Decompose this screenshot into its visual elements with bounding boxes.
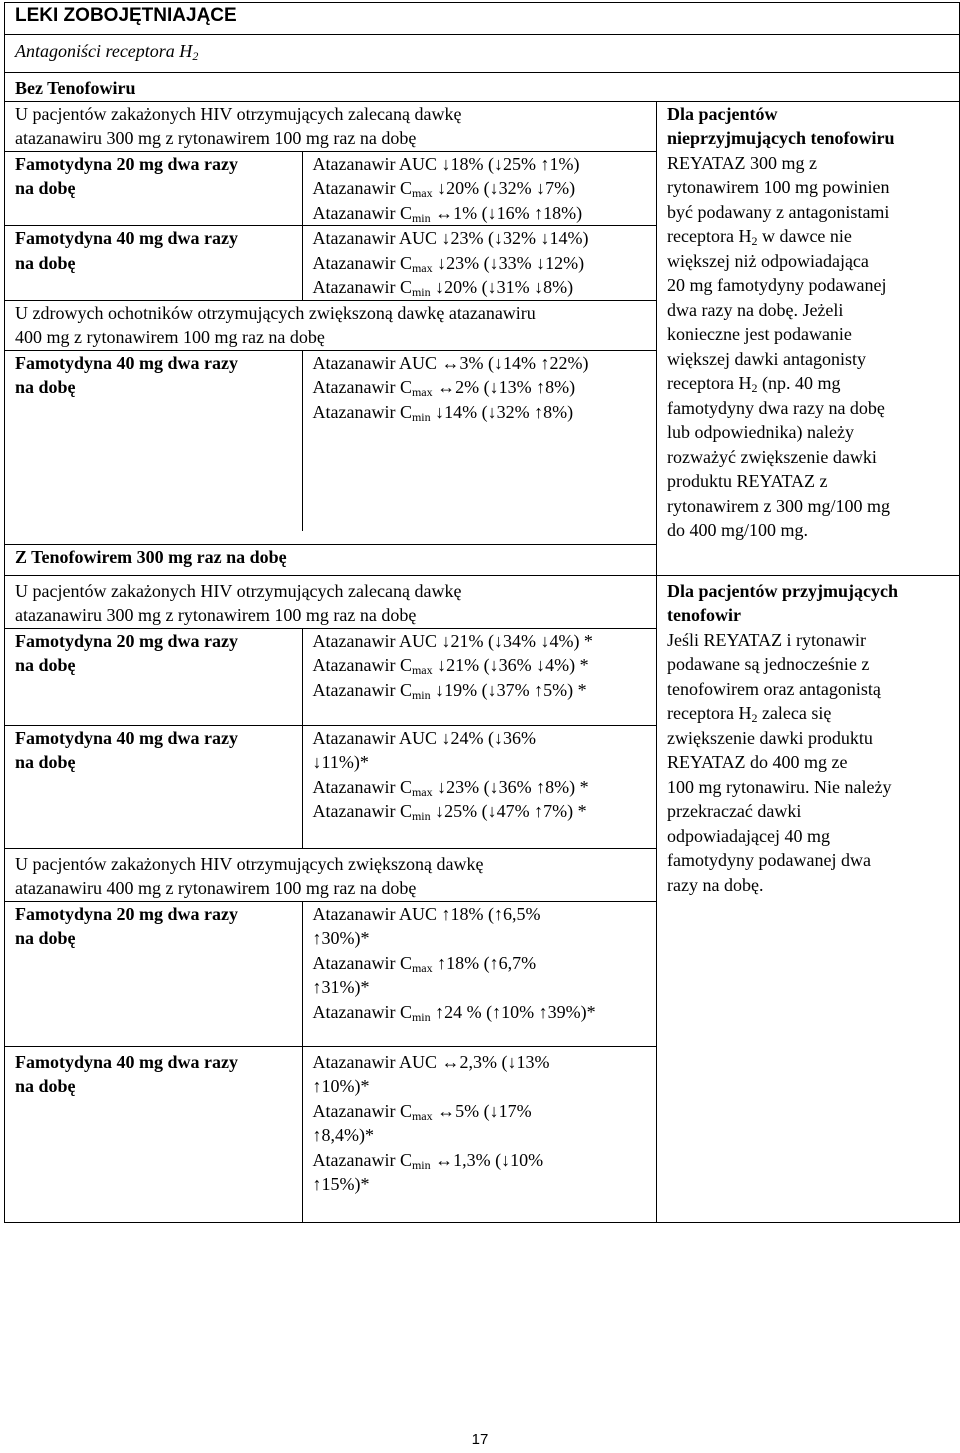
drug-line-2: na dobę	[15, 1076, 76, 1096]
recommendation-line: famotydyny dwa razy na dobę	[667, 397, 885, 418]
effect-line: Atazanawir $C_{min}$ ↓19% (↓37% ↑5%) *	[312, 679, 587, 702]
effect-line: Atazanawir AUC ↓21% (↓34% ↓4%) *	[312, 630, 593, 651]
intro-line-2: atazanawiru 400 mg z rytonawirem 100 mg raz na dobę	[15, 878, 417, 898]
recommendation-line: konieczne jest podawanie	[667, 324, 852, 344]
recommendation-line: rytonawirem 100 mg powinien	[667, 177, 890, 197]
recommendation-title-line-2: nieprzyjmujących tenofowiru	[667, 128, 895, 148]
effect-line: ↑10%)*	[312, 1076, 370, 1096]
intro-line-2: 400 mg z rytonawirem 100 mg raz na dobę	[15, 327, 325, 347]
drug-line-1: Famotydyna 40 mg dwa razy	[15, 1051, 238, 1072]
effect-line: Atazanawir $C_{max}$ ↓20% (↓32% ↓7%)	[312, 178, 576, 200]
effect-cell	[302, 628, 656, 725]
intro-line-1: U zdrowych ochotników otrzymujących zwiększoną dawkę atazanawiru	[15, 302, 536, 323]
drug-line-1: Famotydyna 20 mg dwa razy	[15, 903, 238, 924]
subscript: 2	[751, 234, 758, 248]
recommendation-text	[667, 151, 959, 543]
section-tenofovir-body	[5, 575, 657, 1222]
effect-cell	[302, 1046, 656, 1222]
drug-cell	[5, 350, 302, 531]
drug-line-2: na dobę	[15, 252, 76, 273]
drug-line-1: Famotydyna 40 mg dwa razy	[15, 727, 238, 748]
effect-line: Atazanawir $C_{min}$ ↔1,3% (↓10%	[312, 1149, 544, 1172]
effect-line: Atazanawir AUC ↓18% (↓25% ↑1%)	[312, 153, 580, 174]
recommendation-no-tenofovir	[657, 101, 960, 575]
recommendation-line: REYATAZ do 400 mg ze	[667, 752, 848, 772]
subheading-subscript: 2	[192, 49, 199, 63]
recommendation-line: dwa razy na dobę. Jeżeli	[667, 299, 844, 320]
drug-line-2: na dobę	[15, 655, 76, 675]
drug-line-2: na dobę	[15, 752, 76, 772]
effect-line: ↓11%)*	[312, 752, 369, 772]
drug-cell	[5, 226, 302, 301]
effect-line: Atazanawir $C_{min}$ ↓14% (↓32% ↑8%)	[312, 401, 574, 424]
intro-line-2: atazanawiru 300 mg z rytonawirem 100 mg raz na dobę	[15, 605, 417, 625]
recommendation-line: produktu REYATAZ z	[667, 471, 828, 491]
recommendation-line: Jeśli REYATAZ i rytonawir	[667, 629, 867, 650]
recommendation-line: być podawany z antagonistami	[667, 201, 890, 222]
effect-line: ↑15%)*	[312, 1174, 370, 1194]
effect-line: Atazanawir AUC ↓23% (↓32% ↓14%)	[312, 228, 589, 248]
drug-cell	[5, 628, 302, 725]
recommendation-line: receptora $H_2$ w dawce nie	[667, 226, 852, 248]
effect-cell	[302, 151, 656, 226]
subscript: max	[411, 260, 433, 275]
recommendation-text	[667, 628, 959, 898]
recommendation-line: podawane są jednocześnie z	[667, 654, 870, 674]
page-number: 17	[471, 1431, 489, 1448]
section-no-tenofovir-body	[5, 101, 657, 544]
section-tenofovir-grid	[5, 576, 656, 1222]
drug-line-2: na dobę	[15, 178, 76, 198]
section-title-tenofovir: Z Tenofowirem 300 mg raz na dobę	[5, 544, 657, 575]
section-title-no-tenofovir: Bez Tenofowiru	[5, 73, 960, 102]
recommendation-line: rytonawirem z 300 mg/100 mg	[667, 495, 890, 516]
subscript: 2	[751, 711, 758, 725]
recommendation-line: REYATAZ 300 mg z	[667, 152, 818, 173]
effect-line: Atazanawir AUC ↔2,3% (↓13%	[312, 1051, 550, 1072]
drug-line-1: Famotydyna 40 mg dwa razy	[15, 352, 238, 373]
recommendation-line: rozważyć zwiększenie dawki	[667, 446, 877, 467]
drug-cell	[5, 725, 302, 848]
recommendation-tenofovir	[657, 575, 960, 1222]
effect-line: ↑31%)*	[312, 977, 370, 997]
drug-line-2: na dobę	[15, 377, 76, 397]
recommendation-line: 100 mg rytonawiru. Nie należy	[667, 776, 892, 797]
subscript: max	[411, 663, 433, 677]
effect-cell	[302, 725, 656, 848]
recommendation-line: tenofowirem oraz antagonistą	[667, 678, 881, 699]
recommendation-line: większej niż odpowiadająca	[667, 250, 869, 271]
recommendation-line: receptora $H_2$ zaleca się	[667, 703, 832, 725]
drug-line-1: Famotydyna 40 mg dwa razy	[15, 228, 238, 248]
effect-line: Atazanawir $C_{min}$ ↑24 % (↑10% ↑39%)*	[312, 1001, 596, 1024]
effect-cell	[302, 226, 656, 301]
subscript: max	[411, 186, 433, 200]
interaction-table	[4, 2, 960, 1223]
drug-cell	[5, 901, 302, 1046]
subscript: 2	[751, 381, 758, 395]
recommendation-line: razy na dobę.	[667, 874, 764, 895]
intro-line-1: U pacjentów zakażonych HIV otrzymujących zalecaną dawkę	[15, 580, 462, 601]
recommendation-title-line-1: Dla pacjentów	[667, 103, 778, 124]
effect-line: Atazanawir AUC ↓24% (↓36%	[312, 727, 536, 748]
effect-cell	[302, 350, 656, 531]
intro-line-2: atazanawiru 300 mg z rytonawirem 100 mg raz na dobę	[15, 128, 417, 148]
effect-line: Atazanawir $C_{min}$ ↓20% (↓31% ↓8%)	[312, 277, 574, 299]
subscript: min	[411, 409, 431, 424]
recommendation-line: większej dawki antagonisty	[667, 348, 866, 369]
subheading-text: Antagoniści receptora H	[15, 41, 193, 61]
drug-cell	[5, 151, 302, 226]
effect-line: Atazanawir $C_{max}$ ↓23% (↓36% ↑8%) *	[312, 776, 589, 799]
recommendation-line: receptora $H_2$ (np. 40 mg	[667, 373, 841, 395]
intro-tdf-recommended	[5, 576, 656, 629]
recommendation-line: odpowiadającej 40 mg	[667, 825, 830, 846]
drug-line-1: Famotydyna 20 mg dwa razy	[15, 630, 238, 651]
effect-line: Atazanawir AUC ↑18% (↑6,5%	[312, 903, 541, 924]
subscript: max	[411, 385, 433, 399]
effect-line: Atazanawir $C_{max}$ ↑18% (↑6,7%	[312, 952, 537, 975]
subscript: min	[411, 687, 431, 702]
effect-cell	[302, 901, 656, 1046]
effect-line: Atazanawir $C_{max}$ ↓23% (↓33% ↓12%)	[312, 252, 585, 275]
subscript: max	[411, 960, 433, 975]
intro-line-1: U pacjentów zakażonych HIV otrzymujących zalecaną dawkę	[15, 103, 462, 124]
effect-line: ↑8,4%)*	[312, 1125, 374, 1145]
subscript: min	[411, 285, 431, 299]
effect-line: Atazanawir $C_{max}$ ↔2% (↓13% ↑8%)	[312, 377, 576, 399]
intro-no-tdf-increased	[5, 300, 656, 350]
drug-cell	[5, 1046, 302, 1222]
recommendation-line: zwiększenie dawki produktu	[667, 727, 873, 748]
drug-line-1: Famotydyna 20 mg dwa razy	[15, 153, 238, 174]
intro-line-1: U pacjentów zakażonych HIV otrzymujących zwiększoną dawkę	[15, 853, 484, 874]
intro-no-tdf-recommended	[5, 102, 656, 152]
recommendation-line: 20 mg famotydyny podawanej	[667, 275, 887, 295]
effect-line: Atazanawir AUC ↔3% (↓14% ↑22%)	[312, 352, 589, 373]
recommendation-title-line-1: Dla pacjentów przyjmujących	[667, 580, 898, 601]
subscript: max	[411, 1108, 433, 1123]
drug-line-2: na dobę	[15, 928, 76, 948]
recommendation-title-line-2: tenofowir	[667, 605, 741, 625]
effect-line: Atazanawir $C_{max}$ ↓21% (↓36% ↓4%) *	[312, 655, 589, 677]
effect-line: Atazanawir $C_{max}$ ↔5% (↓17%	[312, 1100, 532, 1123]
subscript: min	[411, 1157, 431, 1172]
recommendation-line: przekraczać dawki	[667, 801, 802, 821]
table-subheading	[5, 35, 960, 73]
subscript: min	[411, 809, 431, 823]
section-no-tenofovir-grid	[5, 102, 656, 531]
effect-line: ↑30%)*	[312, 928, 370, 948]
table-heading: LEKI ZOBOJĘTNIAJĄCE	[5, 3, 960, 35]
recommendation-line: do 400 mg/100 mg.	[667, 520, 809, 540]
subscript: min	[411, 210, 431, 225]
recommendation-line: lub odpowiednika) należy	[667, 422, 854, 442]
recommendation-line: famotydyny podawanej dwa	[667, 850, 871, 870]
intro-tdf-increased	[5, 848, 656, 901]
subscript: min	[411, 1009, 431, 1024]
effect-line: Atazanawir $C_{min}$ ↔1% (↓16% ↑18%)	[312, 202, 583, 225]
subscript: max	[411, 784, 433, 799]
effect-line: Atazanawir $C_{min}$ ↓25% (↓47% ↑7%) *	[312, 801, 587, 823]
